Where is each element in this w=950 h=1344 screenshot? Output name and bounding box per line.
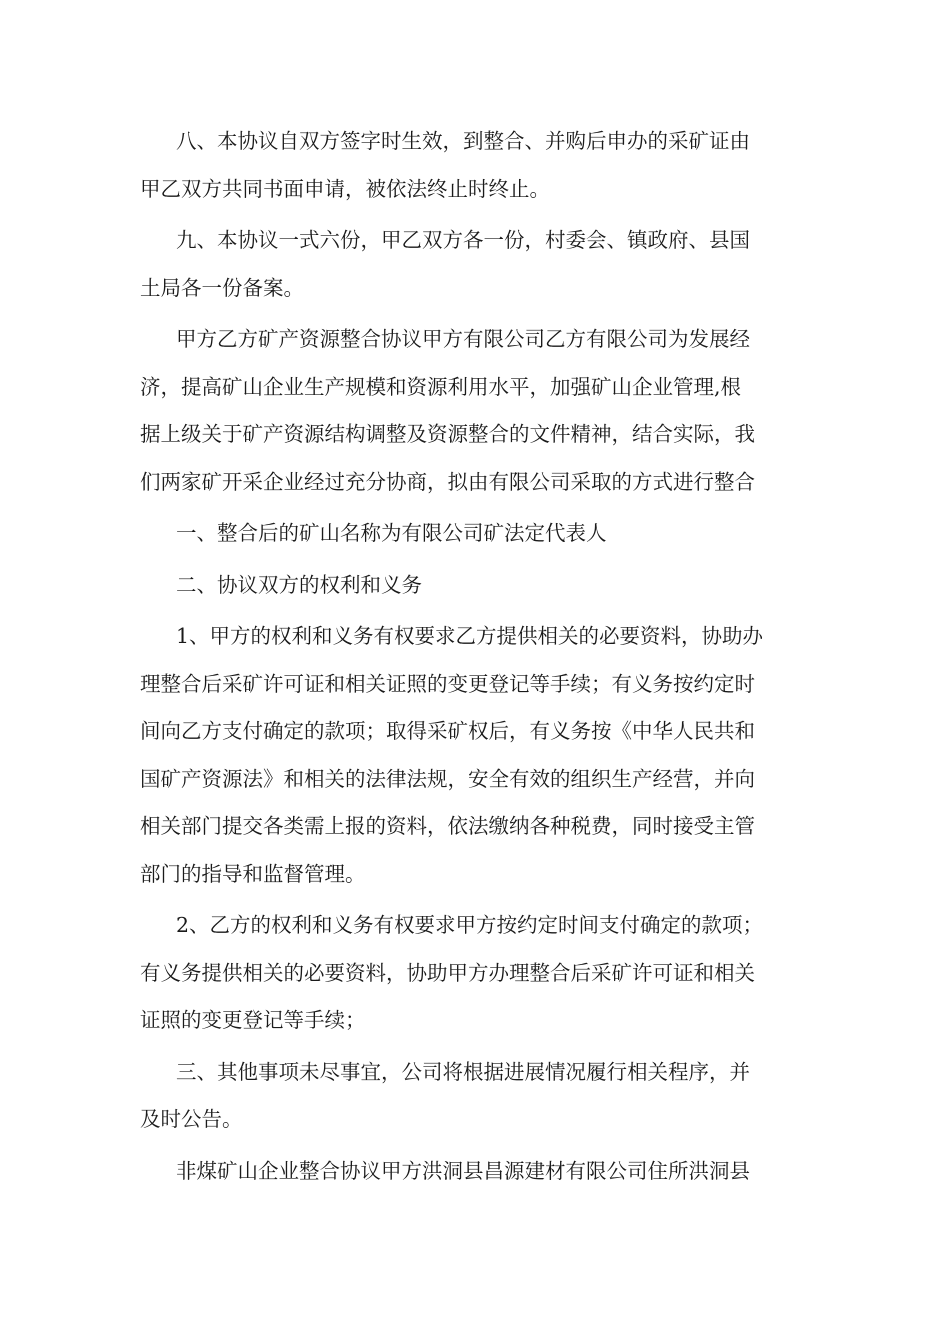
paragraph-line: 1、甲方的权利和义务有权要求乙方提供相关的必要资料，协助办 xyxy=(176,624,764,648)
paragraph-agreement-intro xyxy=(140,316,810,506)
paragraph-line: 证照的变更登记等手续； xyxy=(140,1008,366,1032)
paragraph-line: 2、乙方的权利和义务有权要求甲方按约定时间支付确定的款项； xyxy=(176,913,764,937)
paragraph-line: 八、本协议自双方签字时生效，到整合、并购后申办的采矿证由 xyxy=(176,129,750,153)
paragraph-line: 一、整合后的矿山名称为有限公司矿法定代表人 xyxy=(176,521,607,545)
paragraph-line: 甲方乙方矿产资源整合协议甲方有限公司乙方有限公司为发展经 xyxy=(176,327,750,351)
paragraph-party-b-rights xyxy=(140,902,810,1045)
paragraph-line: 九、本协议一式六份，甲乙双方各一份，村委会、镇政府、县国 xyxy=(176,228,750,252)
paragraph-line: 部门的指导和监督管理。 xyxy=(140,861,366,886)
paragraph-line: 间向乙方支付确定的款项；取得采矿权后，有义务按《中华人民共和 xyxy=(140,719,755,743)
paragraph-line: 济，提高矿山企业生产规模和资源利用水平，加强矿山企业管理,根 xyxy=(140,374,742,399)
paragraph-clause-8 xyxy=(140,118,810,213)
paragraph-line: 有义务提供相关的必要资料，协助甲方办理整合后采矿许可证和相关 xyxy=(140,960,755,985)
paragraph-clause-2-rights xyxy=(140,562,810,610)
paragraph-line: 土局各一份备案。 xyxy=(140,275,304,300)
paragraph-line: 二、协议双方的权利和义务 xyxy=(176,572,422,597)
paragraph-non-coal-agreement xyxy=(140,1148,810,1196)
paragraph-line: 及时公告。 xyxy=(140,1107,243,1131)
paragraph-line: 据上级关于矿产资源结构调整及资源整合的文件精神，结合实际，我 xyxy=(140,422,755,446)
paragraph-line: 理整合后采矿许可证和相关证照的变更登记等手续；有义务按约定时 xyxy=(140,671,755,696)
paragraph-clause-9 xyxy=(140,217,810,312)
paragraph-clause-1-name xyxy=(140,510,810,558)
paragraph-line: 三、其他事项未尽事宜，公司将根据进展情况履行相关程序，并 xyxy=(176,1059,750,1084)
paragraph-line: 非煤矿山企业整合协议甲方洪洞县昌源建材有限公司住所洪洞县 xyxy=(176,1158,750,1183)
paragraph-clause-3-other xyxy=(140,1049,810,1144)
paragraph-line: 甲乙双方共同书面申请，被依法终止时终止。 xyxy=(140,176,550,201)
paragraph-line: 国矿产资源法》和相关的法律法规，安全有效的组织生产经营，并向 xyxy=(140,766,755,791)
document-body xyxy=(140,118,810,1199)
paragraph-line: 们两家矿开采企业经过充分协商，拟由有限公司采取的方式进行整合 xyxy=(140,469,755,494)
paragraph-party-a-rights xyxy=(140,613,810,898)
paragraph-line: 相关部门提交各类需上报的资料，依法缴纳各种税费，同时接受主管 xyxy=(140,814,755,838)
